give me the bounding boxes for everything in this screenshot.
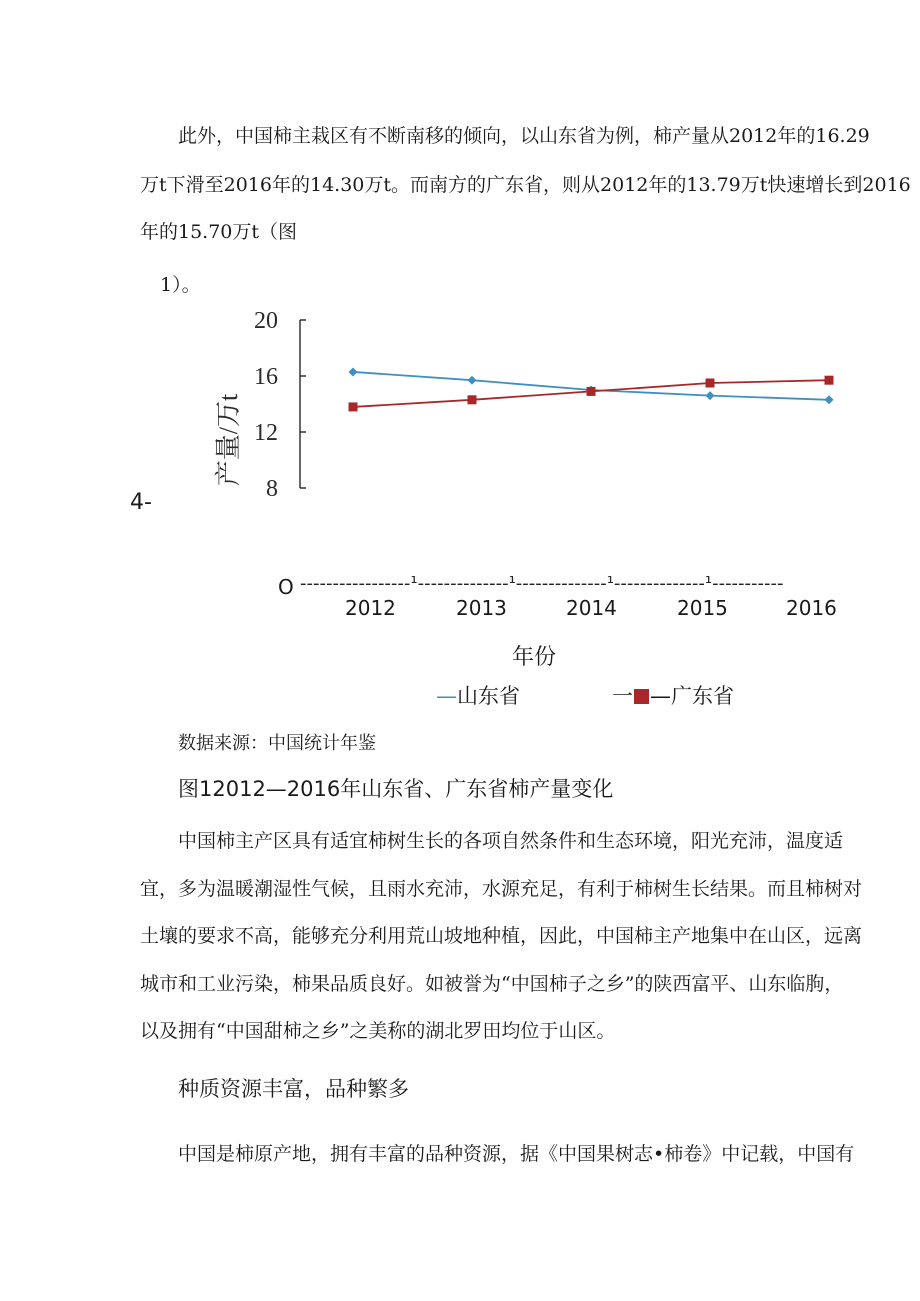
closing-line-1: 中国是柿原产地，拥有丰富的品种资源，据《中国果树志•柿卷》中记载，中国有 bbox=[178, 1143, 855, 1165]
legend-label-shandong: 山东省 bbox=[457, 684, 520, 708]
legend-dash-guangdong: 一 bbox=[612, 684, 633, 708]
x-tick-label: 2015 bbox=[677, 596, 728, 620]
intro-line-1: 此外，中国柿主栽区有不断南移的倾向，以山东省为例，柿产量从2012年的16.29 bbox=[178, 125, 870, 147]
data-point-shandong bbox=[825, 395, 834, 404]
data-point-shandong bbox=[706, 391, 715, 400]
data-point-guangdong bbox=[349, 402, 358, 411]
y-axis-label: 产量/万t bbox=[214, 393, 243, 487]
chart-series bbox=[349, 367, 834, 411]
x-axis-dashed-line: -----------------¹--------------¹--------------¹--------------¹----------- bbox=[300, 573, 784, 594]
figure-caption: 图12012—2016年山东省、广东省柿产量变化 bbox=[178, 777, 614, 801]
y-tick-label: 8 bbox=[266, 476, 278, 502]
data-point-shandong bbox=[349, 367, 358, 376]
data-point-guangdong bbox=[468, 395, 477, 404]
x-axis-label: 年份 bbox=[512, 645, 557, 670]
section-heading: 种质资源丰富，品种繁多 bbox=[178, 1077, 409, 1101]
intro-line-4: 1）。 bbox=[160, 274, 201, 296]
legend-square-icon bbox=[634, 689, 649, 704]
y-tick-label: 16 bbox=[254, 364, 278, 390]
legend-line-shandong: — bbox=[436, 684, 457, 708]
data-point-shandong bbox=[468, 376, 477, 385]
intro-line-3: 年的15.70万t（图 bbox=[140, 221, 298, 243]
intro-line-2: 万t下滑至2016年的14.30万t。而南方的广东省，则从2012年的13.79万t快速增长到2016 bbox=[140, 174, 911, 196]
chart-y-ticks bbox=[254, 308, 306, 502]
data-point-guangdong bbox=[825, 376, 834, 385]
legend-item-guangdong bbox=[612, 680, 734, 710]
data-point-guangdong bbox=[587, 387, 596, 396]
legend-item-shandong bbox=[436, 680, 520, 710]
source-note: 数据来源：中国统计年鉴 bbox=[178, 733, 376, 754]
body-line-4: 城市和工业污染，柿果品质良好。如被誉为“中国柿子之乡”的陕西富平、山东临朐， bbox=[140, 973, 844, 995]
y-tick-label: 20 bbox=[254, 308, 278, 334]
x-tick-label: 2012 bbox=[345, 596, 396, 620]
x-axis-zero-label: O bbox=[278, 575, 294, 599]
stray-label: 4- bbox=[130, 490, 152, 515]
body-line-2: 宜，多为温暖潮湿性气候，且雨水充沛，水源充足，有利于柿树生长结果。而且柿树对 bbox=[140, 878, 863, 900]
y-tick-label: 12 bbox=[254, 420, 278, 446]
x-tick-label: 2014 bbox=[566, 596, 617, 620]
x-tick-label: 2016 bbox=[786, 596, 837, 620]
x-tick-label: 2013 bbox=[456, 596, 507, 620]
legend-label-guangdong: —广东省 bbox=[650, 684, 734, 708]
body-line-3: 土壤的要求不高，能够充分利用荒山坡地种植，因此，中国柿主产地集中在山区，远离 bbox=[140, 925, 863, 947]
body-line-1: 中国柿主产区具有适宜柿树生长的各项自然条件和生态环境，阳光充沛，温度适 bbox=[178, 830, 844, 852]
body-line-5: 以及拥有“中国甜柿之乡”之美称的湖北罗田均位于山区。 bbox=[140, 1020, 616, 1042]
data-point-guangdong bbox=[706, 379, 715, 388]
